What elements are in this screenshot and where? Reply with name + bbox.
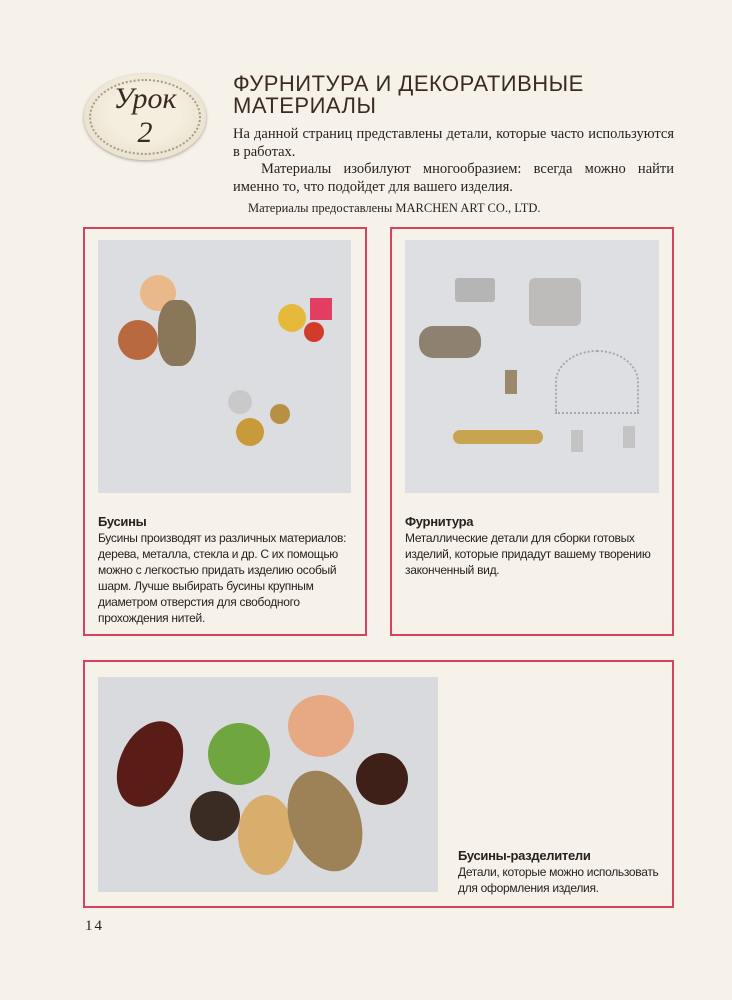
page-number: 14 [85,918,104,934]
section-heading: Бусины [98,514,147,529]
title-line: ФУРНИТУРА И ДЕКОРАТИВНЫЕ [233,71,584,96]
beads-photo [98,240,351,493]
section-heading: Фурнитура [405,514,474,529]
findings-photo [405,240,659,493]
intro-text [233,126,674,196]
section-text: Металлические детали для сборки готовых изделий, которые придадут вашему творению законченный вид. [405,531,651,577]
beads-caption [98,514,356,626]
intro-paragraph: Материалы изобилуют многообразием: всегда можно найти именно то, что подойдет для вашего изделия. [233,161,674,195]
section-text: Детали, которые можно использовать для оформления изделия. [458,865,659,895]
lesson-word: Урок [113,82,177,115]
title-line: МАТЕРИАЛЫ [233,93,377,118]
spacers-caption [458,848,668,896]
lesson-number: 2 [137,116,153,149]
lesson-badge [84,74,206,160]
credit-line: Материалы предоставлены MARCHEN ART CO., LTD. [248,201,541,215]
section-text: Бусины производят из различных материалов: дерева, металла, стекла и др. С их помощью можно с легкостью придать изделию особый шарм. Лучше выбирать бусины крупным диаметром отверстия для свободного прохождения нитей. [98,531,347,625]
spacers-photo [98,677,438,892]
intro-paragraph: На данной страниц представлены детали, которые часто используются в работах. [233,126,674,160]
section-heading: Бусины-разделители [458,848,591,863]
findings-caption [405,514,663,578]
page-title [233,73,584,117]
